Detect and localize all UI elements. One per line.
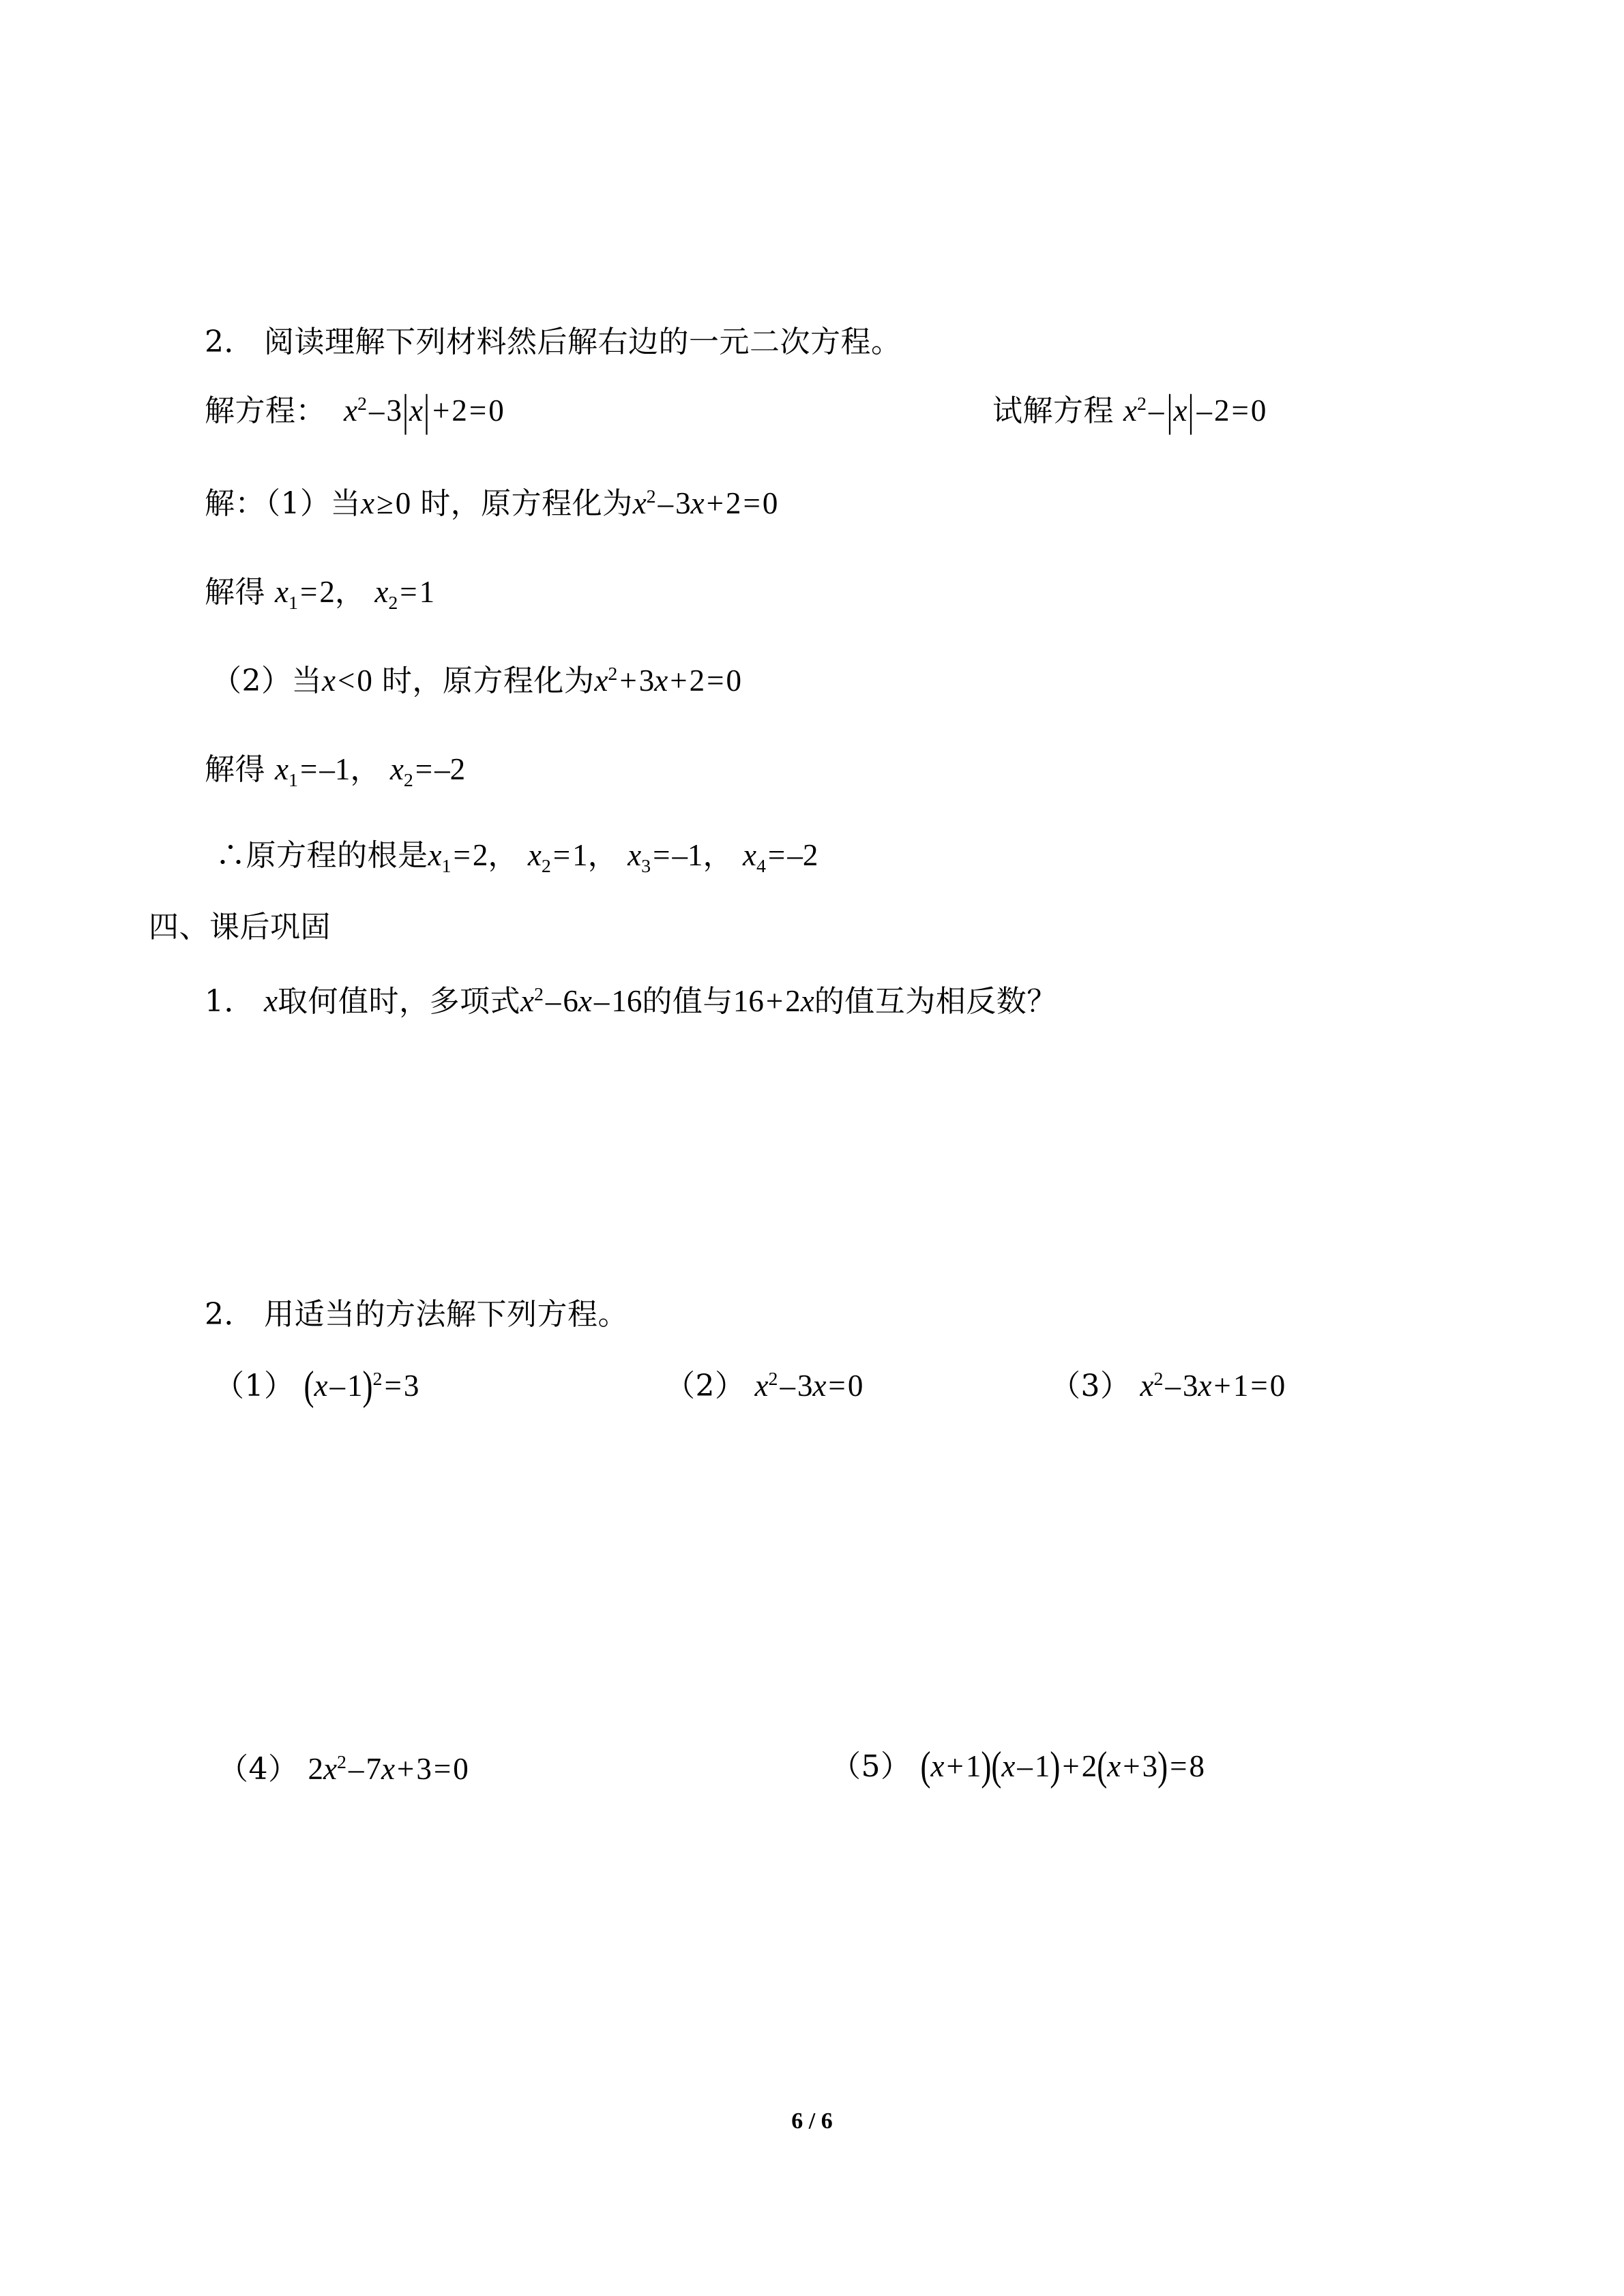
problem2-item-4-equation: $2x^2-7x+3=0$ <box>308 1752 469 1786</box>
solution-case1-head: 解：（1）当 <box>205 486 361 521</box>
solve-equation-line <box>205 385 504 436</box>
problem2-item-5-equation: (x+1)(x–1)+2(x+3)=8 <box>920 1743 1205 1789</box>
final-comma-2: ， <box>587 838 619 873</box>
roots2-comma: ， <box>350 752 381 787</box>
root-x1: $x_1=2$ <box>275 575 335 614</box>
solution-case1-condition: x≥0 <box>361 486 411 520</box>
solution-roots1-line <box>205 575 435 614</box>
solution-case2-condition: x<0 <box>322 664 372 698</box>
try-equation: $x^2-|x|-2=0$ <box>1123 385 1267 436</box>
given-equation: $x^2-3|x|+2=0$ <box>344 385 504 436</box>
section-heading-homework: 四、课后巩固 <box>149 910 331 944</box>
final-comma-1: ， <box>488 838 518 873</box>
solution-case2-line <box>211 666 741 696</box>
solution-case2-equation: $x^2+3x+2=0$ <box>594 664 741 698</box>
problem2-item-3-equation: $x^2-3x+1=0$ <box>1140 1369 1286 1403</box>
root-x2: $x_2=1$ <box>374 575 435 614</box>
problem1-text-c: 的值互为相反数？ <box>814 984 1057 1019</box>
final-root-3: $x_3=-1$ <box>628 838 703 877</box>
problem2-item-1-equation: $(x-1)^2=3$ <box>304 1362 419 1409</box>
root2-x1: $x_1=-1$ <box>275 752 351 791</box>
problem1-expression-2: 16+2x <box>733 984 814 1018</box>
problem2-number: 2． <box>205 1297 254 1332</box>
solution-case1-equation: $x^2-3x+2=0$ <box>632 486 778 520</box>
final-root-1: $x_1=2$ <box>428 838 488 877</box>
solution-conclusion-line <box>216 838 818 877</box>
try-equation-line <box>992 385 1267 436</box>
problem2-item-2-equation: $x^2-3x=0$ <box>754 1369 863 1403</box>
problem2-item-1 <box>214 1362 419 1409</box>
solution-roots2-line <box>205 752 466 791</box>
final-comma-3: ， <box>703 838 733 873</box>
reading-item-number: 2． 阅读理解下列材料然后解右边的一元二次方程。 <box>205 325 902 359</box>
try-label: 试解方程 <box>992 393 1114 428</box>
therefore-symbol: ∴ <box>216 838 246 873</box>
problem2-item-1-label: （1） <box>214 1369 295 1403</box>
roots1-label: 解得 <box>205 575 265 610</box>
solve-label: 解方程： <box>205 393 326 428</box>
roots2-label: 解得 <box>205 752 265 787</box>
problem1-number: 1． <box>205 984 254 1019</box>
problem1-variable: x <box>264 984 278 1018</box>
problem2-item-4-label: （4） <box>218 1752 299 1787</box>
solution-case1-mid: 时，原方程化为 <box>420 486 633 521</box>
homework-problem-2 <box>205 1297 628 1332</box>
problem2-item-5-label: （5） <box>831 1749 911 1784</box>
problem2-item-4 <box>218 1754 469 1785</box>
problem2-item-3 <box>1050 1371 1285 1401</box>
problem2-item-5 <box>831 1743 1205 1789</box>
final-root-4: $x_4=-2$ <box>742 838 818 877</box>
conclusion-label: 原方程的根是 <box>246 838 428 873</box>
problem2-item-3-label: （3） <box>1050 1369 1131 1403</box>
problem2-item-2-label: （2） <box>665 1369 745 1403</box>
problem1-polynomial: $x^2-6x-16$ <box>520 984 643 1018</box>
final-root-2: $x_2=1$ <box>527 838 588 877</box>
page-number-footer: 6 / 6 <box>791 2108 833 2134</box>
solution-case2-mid: 时，原方程化为 <box>381 664 595 698</box>
root2-x2: $x_2=-2$ <box>389 752 466 791</box>
problem1-text-b: 的值与 <box>642 984 733 1019</box>
homework-problem-1 <box>205 986 1057 1017</box>
problem2-prompt: 用适当的方法解下列方程。 <box>264 1297 628 1332</box>
problem1-text-a: 取何值时，多项式 <box>277 984 520 1019</box>
problem2-item-2 <box>665 1371 863 1401</box>
roots1-comma: ， <box>334 575 366 610</box>
solution-case1-line <box>205 488 778 519</box>
solution-case2-head: （2）当 <box>211 664 322 698</box>
